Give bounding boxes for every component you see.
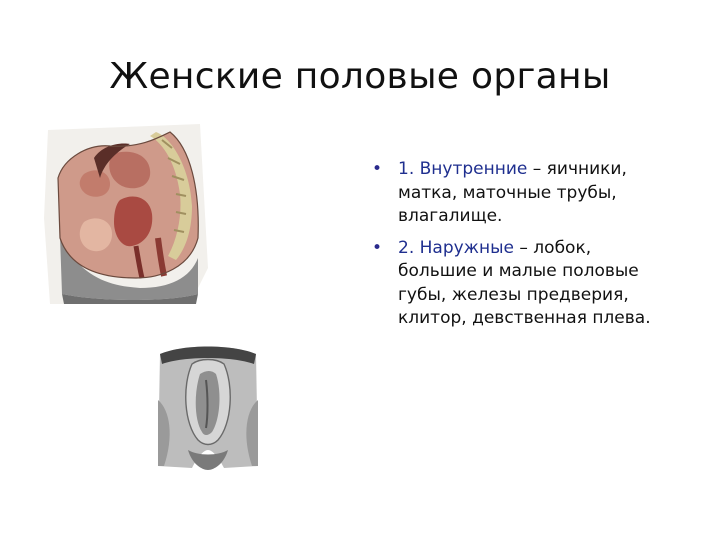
bullet-body-text: – лобок, большие и малые половые губы, железы предверия, клитор, девственная плева.	[398, 237, 651, 328]
bullet-body-text: – яичники, матка, маточные трубы, влагалище.	[398, 159, 627, 226]
external-genitalia-illustration	[154, 340, 262, 472]
bullet-list-container	[370, 158, 670, 339]
pelvis-sagittal-section-illustration	[40, 118, 212, 308]
bullet-lead-text: 1. Внутренние	[398, 159, 528, 179]
bullet-point-icon: •	[372, 237, 383, 258]
bullet-point-icon: •	[372, 159, 383, 179]
bullet-lead-text: 2. Наружные	[398, 237, 514, 258]
bullet-external-organs	[370, 237, 670, 331]
bullet-internal-organs	[370, 158, 670, 229]
bullet-list	[370, 158, 670, 331]
slide-title: Женские половые органы	[109, 56, 611, 97]
